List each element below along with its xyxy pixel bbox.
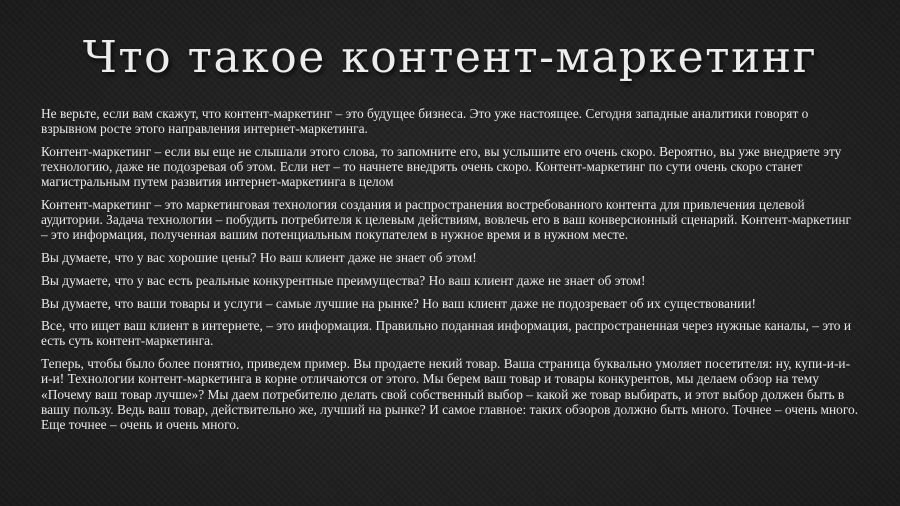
- paragraph-definition: Контент-маркетинг – это маркетинговая технология создания и распространения востребованного контента для привлечения целевой аудитории. Задача технологии – побудить потребителя к целевым действиям, вовлечь его в ваш конверсионный сценарий. Контент-маркетинг – это информация, полученная вашим потенциальным покупателем в нужное время и в нужном месте.: [41, 197, 851, 243]
- paragraph-advantages: Вы думаете, что у вас есть реальные конкурентные преимущества? Но ваш клиент даже не знает об этом!: [41, 272, 646, 288]
- paragraph-products: Вы думаете, что ваши товары и услуги – самые лучшие на рынке? Но ваш клиент даже не подозревает об их существовании!: [41, 295, 756, 311]
- paragraph-definition-hint: Контент-маркетинг – если вы еще не слышали этого слова, то запомните его, вы услышите его очень скоро. Вероятно, вы уже внедряете эту технологию, даже не подозревая об этом. Если нет – то начнете внедрять очень скоро. Контент-маркетинг по сути очень скоро станет магистральным путем развития интернет-маркетинга в целом: [41, 143, 842, 190]
- slide-title: Что такое контент-маркетинг: [82, 32, 818, 83]
- paragraph-information: Все, что ищет ваш клиент в интернете, – это информация. Правильно поданная информация, распространенная через нужные каналы, – это и есть суть контент-маркетинга.: [41, 318, 851, 349]
- paragraph-example: Теперь, чтобы было более понятно, приведем пример. Вы продаете некий товар. Ваша страница буквально умоляет посетителя: ну, купи-и-и-и-и! Технологии контент-маркетинга в корне отличаются от этого. Мы берем ваш товар и товары конкурентов, мы делаем обзор на тему «Почему ваш товар лучше»? Мы даем потребителю делать свой собственный выбор – какой же товар выбирать, и этот выбор должен быть в вашу пользу. Ведь ваш товар, действительно же, лучший на рынке? И самое главное: таких обзоров должно быть много. Точнее – очень много. Еще точнее – очень и очень много.: [41, 356, 859, 432]
- paragraph-intro: Не верьте, если вам скажут, что контент-маркетинг – это будущее бизнеса. Это уже настоящее. Сегодня западные аналитики говорят о взрывном росте этого направления интернет-маркетинга.: [41, 106, 809, 137]
- slide-body: [41, 106, 859, 440]
- paragraph-prices: Вы думаете, что у вас хорошие цены? Но ваш клиент даже не знает об этом!: [41, 250, 477, 266]
